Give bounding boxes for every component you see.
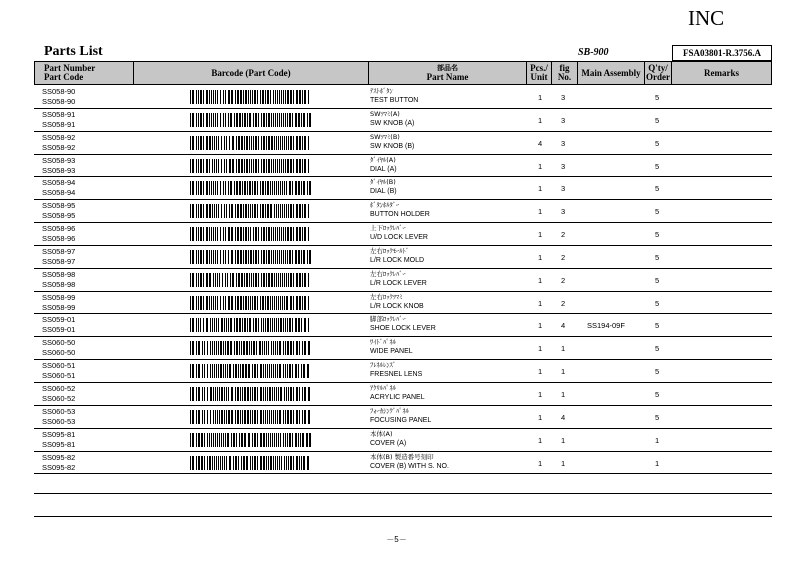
pcs-unit: 1 <box>538 207 543 217</box>
part-code: SS058-99 <box>42 302 76 312</box>
col-remarks: Remarks <box>704 67 739 78</box>
table-row <box>34 314 772 337</box>
barcode <box>190 136 312 150</box>
part-name-jp: ﾌﾚﾈﾙﾚﾝｽﾞ <box>370 361 396 370</box>
fig-no: 2 <box>561 230 566 240</box>
qty-order: 5 <box>655 207 660 217</box>
part-number: SS058-97 <box>42 246 76 256</box>
part-name-jp: ﾌｫｰｶｼﾝｸﾞﾊﾟﾈﾙ <box>370 406 409 415</box>
pcs-unit: 4 <box>538 138 543 148</box>
part-name-en: U/D LOCK LEVER <box>370 234 428 242</box>
fig-no: 2 <box>561 298 566 308</box>
table-row <box>34 132 772 155</box>
col-part-name: 部品名 Part Name <box>369 62 527 84</box>
qty-order: 5 <box>655 93 660 102</box>
fig-no: 1 <box>561 458 566 468</box>
col-barcode: Barcode (Part Code) <box>134 62 369 84</box>
part-name-en: FOCUSING PANEL <box>370 416 432 424</box>
part-code: SS095-81 <box>42 439 76 449</box>
part-number: SS095-82 <box>42 452 76 462</box>
part-number: SS058-95 <box>42 201 76 211</box>
part-code: SS058-97 <box>42 256 76 266</box>
part-number: SS060-51 <box>42 361 76 371</box>
table-row <box>34 269 772 292</box>
fig-no: 1 <box>561 344 566 354</box>
qty-order: 1 <box>655 458 660 468</box>
part-name-jp: ﾃｽﾄﾎﾞﾀﾝ <box>370 87 393 95</box>
barcode <box>190 410 312 424</box>
table-row <box>34 223 772 246</box>
part-name-en: WIDE PANEL <box>370 348 413 356</box>
part-code: SS058-95 <box>42 211 76 221</box>
part-name-jp: 本体(A) <box>370 429 393 438</box>
barcode <box>190 227 312 241</box>
part-code: SS060-50 <box>42 348 76 358</box>
part-name-jp: ｱｸﾘﾙﾊﾟﾈﾙ <box>370 383 396 392</box>
pcs-unit: 1 <box>538 344 543 354</box>
company-name: INC <box>688 6 725 30</box>
fig-no: 3 <box>561 115 566 125</box>
part-code: SS058-98 <box>42 279 76 289</box>
table-row <box>34 406 772 429</box>
col-fig-no: fig No. <box>552 62 578 84</box>
fig-no: 4 <box>561 321 566 331</box>
table-row <box>34 109 772 132</box>
fig-no: 3 <box>561 207 566 217</box>
divider <box>34 493 772 494</box>
part-name-jp: ﾀﾞｲﾔﾙ(A) <box>370 155 396 164</box>
fig-no: 3 <box>561 93 566 102</box>
barcode <box>190 90 312 104</box>
fig-no: 3 <box>561 138 566 148</box>
part-code: SS060-53 <box>42 416 76 426</box>
part-number: SS060-50 <box>42 338 76 348</box>
part-code: SS058-91 <box>42 119 76 129</box>
pcs-unit: 1 <box>538 230 543 240</box>
part-code: SS059-01 <box>42 325 76 335</box>
pcs-unit: 1 <box>538 458 543 468</box>
barcode <box>190 318 312 332</box>
part-number: SS058-92 <box>42 132 76 142</box>
part-name-en: COVER (A) <box>370 439 407 447</box>
part-number: SS058-94 <box>42 178 76 188</box>
part-number: SS058-90 <box>42 87 76 96</box>
part-name-en: L/R LOCK KNOB <box>370 302 424 310</box>
pcs-unit: 1 <box>538 115 543 125</box>
part-name-jp: 左右ﾛｯｸﾚﾊﾞｰ <box>370 269 406 278</box>
fig-no: 4 <box>561 412 566 422</box>
table-header <box>34 61 772 85</box>
part-name-jp: 上下ﾛｯｸﾚﾊﾞｰ <box>370 224 406 233</box>
barcode <box>190 273 312 287</box>
fig-no: 2 <box>561 275 566 285</box>
pcs-unit: 1 <box>538 367 543 377</box>
part-name-jp: SWﾂﾏﾐ(A) <box>370 109 400 118</box>
part-name-en: ACRYLIC PANEL <box>370 393 425 401</box>
model-name: SB-900 <box>578 47 609 58</box>
fig-no: 2 <box>561 252 566 262</box>
document-number: FSA03801-R.3756.A <box>672 45 772 61</box>
part-code: SS058-90 <box>42 97 76 106</box>
pcs-unit: 1 <box>538 161 543 171</box>
col-main-assembly: Main Assembly <box>578 62 645 84</box>
qty-order: 5 <box>655 412 660 422</box>
table-row <box>34 155 772 178</box>
part-number: SS058-96 <box>42 224 76 234</box>
pcs-unit: 1 <box>538 321 543 331</box>
table-row <box>34 246 772 269</box>
part-name-jp: SWﾂﾏﾐ(B) <box>370 132 400 141</box>
pcs-unit: 1 <box>538 298 543 308</box>
table-row <box>34 86 772 109</box>
parts-table <box>34 86 772 474</box>
pcs-unit: 1 <box>538 252 543 262</box>
part-code: SS060-52 <box>42 393 76 403</box>
part-name-en: BUTTON HOLDER <box>370 211 430 219</box>
barcode <box>190 250 312 264</box>
pcs-unit: 1 <box>538 412 543 422</box>
part-name-jp: 本体(B) 製造番号刻印 <box>370 452 434 461</box>
part-name-en: SHOE LOCK LEVER <box>370 325 436 333</box>
part-name-en: DIAL (B) <box>370 188 397 196</box>
part-name-en: SW KNOB (A) <box>370 119 415 127</box>
pcs-unit: 1 <box>538 275 543 285</box>
part-number: SS060-53 <box>42 406 76 416</box>
part-code: SS058-94 <box>42 188 76 198</box>
table-row <box>34 383 772 406</box>
part-code: SS060-51 <box>42 371 76 381</box>
table-row <box>34 360 772 383</box>
part-number: SS059-01 <box>42 315 76 325</box>
part-name-jp: 左右ﾛｯｸﾂﾏﾐ <box>370 292 403 301</box>
part-name-en: L/R LOCK LEVER <box>370 279 427 287</box>
part-number: SS058-98 <box>42 269 76 279</box>
part-name-jp: ﾜｲﾄﾞﾊﾟﾈﾙ <box>370 338 396 347</box>
fig-no: 1 <box>561 389 566 399</box>
part-name-jp: ﾀﾞｲﾔﾙ(B) <box>370 178 396 187</box>
part-number: SS058-93 <box>42 155 76 165</box>
page-number: －5－ <box>386 535 407 544</box>
barcode <box>190 364 312 378</box>
part-name-en: L/R LOCK MOLD <box>370 256 425 264</box>
document-title: Parts List <box>44 44 103 59</box>
qty-order: 5 <box>655 184 660 194</box>
col-qty-order: Q'ty/ Order <box>646 63 670 82</box>
barcode <box>190 341 312 355</box>
barcode <box>190 456 312 470</box>
barcode <box>190 296 312 310</box>
qty-order: 5 <box>655 367 660 377</box>
qty-order: 5 <box>655 252 660 262</box>
qty-order: 5 <box>655 138 660 148</box>
pcs-unit: 1 <box>538 93 543 102</box>
qty-order: 5 <box>655 230 660 240</box>
table-row <box>34 429 772 452</box>
barcode <box>190 159 312 173</box>
qty-order: 5 <box>655 344 660 354</box>
part-name-jp: ﾎﾞﾀﾝﾎﾙﾀﾞｰ <box>370 201 400 210</box>
fig-no: 3 <box>561 161 566 171</box>
part-name-en: DIAL (A) <box>370 165 397 173</box>
part-name-jp: 左右ﾛｯｸﾓｰﾙﾄﾞ <box>370 246 409 255</box>
part-name-en: COVER (B) WITH S. NO. <box>370 462 449 470</box>
qty-order: 5 <box>655 161 660 171</box>
part-code: SS095-82 <box>42 462 76 472</box>
table-row <box>34 177 772 200</box>
part-number: SS060-52 <box>42 383 76 393</box>
qty-order: 5 <box>655 389 660 399</box>
barcode <box>190 181 312 195</box>
part-name-en: TEST BUTTON <box>370 97 419 104</box>
part-code: SS058-92 <box>42 142 76 152</box>
qty-order: 5 <box>655 275 660 285</box>
col-part-number: Part Number Part Code <box>35 62 134 84</box>
part-number: SS095-81 <box>42 429 76 439</box>
fig-no: 1 <box>561 367 566 377</box>
table-row <box>34 200 772 223</box>
fig-no: 3 <box>561 184 566 194</box>
qty-order: 5 <box>655 321 660 331</box>
pcs-unit: 1 <box>538 389 543 399</box>
qty-order: 1 <box>655 435 660 445</box>
part-number: SS058-99 <box>42 292 76 302</box>
part-code: SS058-96 <box>42 234 76 244</box>
barcode <box>190 204 312 218</box>
part-name-en: SW KNOB (B) <box>370 142 415 150</box>
barcode <box>190 433 312 447</box>
part-name-jp: 脚部ﾛｯｸﾚﾊﾞｰ <box>370 315 406 324</box>
qty-order: 5 <box>655 298 660 308</box>
fig-no: 1 <box>561 435 566 445</box>
barcode <box>190 387 312 401</box>
table-row <box>34 337 772 360</box>
barcode <box>190 113 312 127</box>
part-name-en: FRESNEL LENS <box>370 371 423 379</box>
part-number: SS058-91 <box>42 109 76 119</box>
divider <box>34 516 772 517</box>
table-row <box>34 452 772 475</box>
pcs-unit: 1 <box>538 435 543 445</box>
main-assembly: SS194-09F <box>587 321 625 331</box>
table-row <box>34 292 772 315</box>
col-pcs-unit: Pcs./ Unit <box>527 62 552 84</box>
qty-order: 5 <box>655 115 660 125</box>
part-code: SS058-93 <box>42 165 76 175</box>
pcs-unit: 1 <box>538 184 543 194</box>
